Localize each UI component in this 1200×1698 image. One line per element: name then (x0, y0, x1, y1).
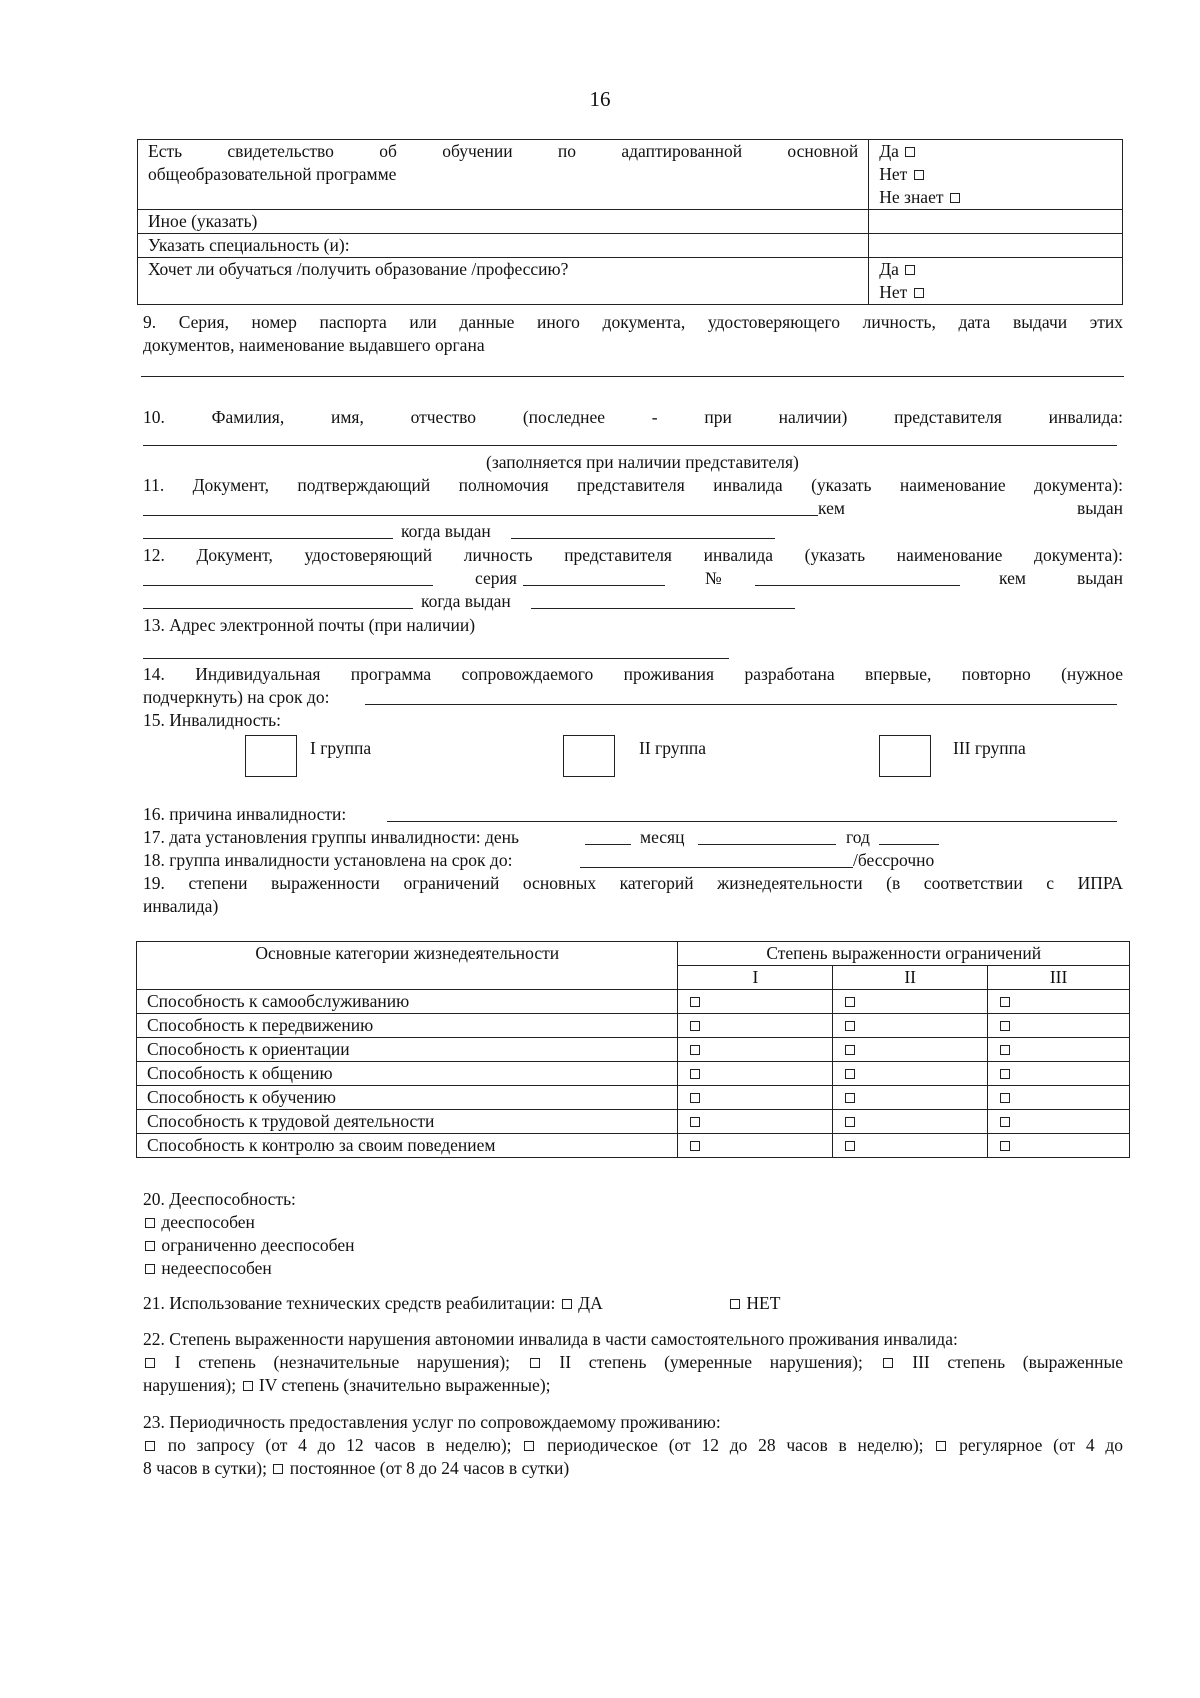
option-yes[interactable]: Да (879, 258, 1112, 281)
item17-month: месяц (640, 827, 685, 847)
item19-line1: 19. степени выраженности ограничений основных категорий жизнедеятельности (в соответствии с ИПРА (143, 873, 1123, 893)
table-row (137, 1038, 1130, 1062)
item10-fill-line[interactable] (143, 445, 1117, 446)
education-table (137, 139, 1123, 305)
checkbox[interactable] (1000, 1141, 1010, 1151)
education-certificate-label-cont: общеобразовательной программе (148, 164, 397, 184)
category-label: Способность к обучению (137, 1086, 678, 1110)
item11-issuer-fill-line[interactable] (143, 538, 393, 539)
option-unknown[interactable]: Не знает (879, 186, 1112, 209)
item9-line2: документов, наименование выдавшего органа (143, 335, 485, 355)
year-fill-line[interactable] (879, 844, 939, 845)
item22-line1: 22. Степень выраженности нарушения автономии инвалида в части самостоятельного проживания инвалида: (143, 1329, 958, 1349)
checkbox[interactable] (690, 1045, 700, 1055)
item14-line1: 14. Индивидуальная программа сопровождаемого проживания разработана впервые, повторно (нужное (143, 664, 1123, 684)
checkbox[interactable] (1000, 1093, 1010, 1103)
group-2-label: II группа (639, 738, 706, 758)
other-label: Иное (указать) (138, 210, 869, 234)
page-number: 16 (589, 87, 611, 111)
legal-capacity-option-3[interactable]: недееспособен (143, 1257, 272, 1280)
term-fill-line[interactable] (580, 867, 853, 868)
group-1-label: I группа (310, 738, 372, 758)
item9-fill-line[interactable] (141, 376, 1124, 377)
specialty-value-cell[interactable] (869, 234, 1123, 258)
item11-vydan: выдан (1076, 498, 1123, 518)
checkbox[interactable] (145, 1441, 155, 1451)
checkbox[interactable] (690, 1021, 700, 1031)
checkbox[interactable] (145, 1241, 155, 1251)
checkbox[interactable] (145, 1358, 155, 1368)
item23-line3: 8 часов в сутки); постоянное (от 8 до 24 часов в сутки) (143, 1458, 570, 1478)
checkbox[interactable] (914, 288, 924, 298)
item12-number-fill-line[interactable] (755, 585, 960, 586)
day-fill-line[interactable] (585, 844, 631, 845)
category-label: Способность к ориентации (137, 1038, 678, 1062)
checkbox[interactable] (730, 1299, 740, 1309)
item11-doc-fill-line[interactable] (143, 515, 818, 516)
item14-fill-line[interactable] (365, 704, 1117, 705)
table-row (137, 990, 1130, 1014)
table-row (137, 1086, 1130, 1110)
wants-education-label: Хочет ли обучаться /получить образование /профессию? (138, 258, 869, 305)
item21-no[interactable]: НЕТ (728, 1292, 780, 1315)
option-yes[interactable]: Да (879, 140, 1112, 163)
item13-fill-line[interactable] (143, 658, 729, 659)
checkbox[interactable] (1000, 1117, 1010, 1127)
checkbox[interactable] (845, 1045, 855, 1055)
item12-kem: кем (999, 568, 1026, 588)
item12-kogda: когда выдан (421, 591, 511, 611)
table-row (137, 1134, 1130, 1158)
checkbox[interactable] (145, 1264, 155, 1274)
item22-line3: нарушения); IV степень (значительно выраженные); (143, 1375, 551, 1395)
checkbox[interactable] (914, 170, 924, 180)
item11-date-fill-line[interactable] (511, 538, 775, 539)
item17-year: год (846, 827, 870, 847)
checkbox[interactable] (905, 265, 915, 275)
checkbox[interactable] (845, 1141, 855, 1151)
item17-label: 17. дата установления группы инвалидности: день (143, 827, 520, 847)
checkbox[interactable] (936, 1441, 946, 1451)
category-label: Способность к передвижению (137, 1014, 678, 1038)
item19-line2: инвалида) (143, 896, 219, 916)
category-label: Способность к трудовой деятельности (137, 1110, 678, 1134)
header-degree: Степень выраженности ограничений (678, 942, 1130, 966)
header-categories: Основные категории жизнедеятельности (137, 942, 678, 990)
item13-label: 13. Адрес электронной почты (при наличии) (143, 615, 476, 635)
checkbox[interactable] (524, 1441, 534, 1451)
checkbox[interactable] (243, 1381, 253, 1391)
item15-title: 15. Инвалидность: (143, 710, 282, 730)
checkbox[interactable] (145, 1218, 155, 1228)
legal-capacity-option-1[interactable]: дееспособен (143, 1211, 255, 1234)
checkbox[interactable] (690, 997, 700, 1007)
item14-line2: подчеркнуть) на срок до: (143, 687, 330, 707)
table-header-row (137, 942, 1130, 966)
item12-issuer-fill-line[interactable] (143, 608, 413, 609)
category-label: Способность к контролю за своим поведением (137, 1134, 678, 1158)
checkbox[interactable] (905, 147, 915, 157)
table-row (138, 234, 1123, 258)
item23-line1: 23. Периодичность предоставления услуг по сопровождаемому проживанию: (143, 1412, 721, 1432)
category-label: Способность к общению (137, 1062, 678, 1086)
table-row (138, 140, 1123, 210)
month-fill-line[interactable] (698, 844, 836, 845)
categories-table (136, 941, 1130, 1158)
item18-suffix: /бессрочно (853, 850, 935, 870)
table-row (138, 258, 1123, 305)
checkbox[interactable] (845, 1021, 855, 1031)
checkbox[interactable] (1000, 1069, 1010, 1079)
group-3-label: III группа (953, 738, 1026, 758)
table-row (137, 1110, 1130, 1134)
item16-fill-line[interactable] (387, 821, 1117, 822)
checkbox[interactable] (530, 1358, 540, 1368)
checkbox[interactable] (883, 1358, 893, 1368)
checkbox[interactable] (950, 193, 960, 203)
item11-kem: кем (818, 498, 845, 518)
checkbox[interactable] (845, 1117, 855, 1127)
checkbox[interactable] (690, 1093, 700, 1103)
item12-date-fill-line[interactable] (531, 608, 795, 609)
item21-label: 21. Использование технических средств реабилитации: (143, 1293, 556, 1313)
item22-line2: I степень (незначительные нарушения); II степень (умеренные нарушения); III степень (выраженные (143, 1351, 1123, 1374)
checkbox[interactable] (273, 1464, 283, 1474)
table-row (138, 210, 1123, 234)
checkbox[interactable] (845, 1069, 855, 1079)
header-degree-3: III (988, 966, 1130, 990)
checkbox[interactable] (1000, 1045, 1010, 1055)
group-2-checkbox[interactable] (563, 735, 615, 777)
checkbox[interactable] (690, 1141, 700, 1151)
item12-line1: 12. Документ, удостоверяющий личность представителя инвалида (указать наименование документа): (143, 545, 1123, 565)
header-degree-1: I (678, 966, 833, 990)
option-no[interactable]: Нет (879, 281, 1112, 304)
item23-line2: по запросу (от 4 до 12 часов в неделю); периодическое (от 12 до 28 часов в неделю); регулярное (от 4 до (143, 1434, 1123, 1457)
checkbox[interactable] (1000, 997, 1010, 1007)
education-certificate-label: Есть свидетельство об обучении по адаптированной основной (148, 141, 859, 161)
item10-line1: 10. Фамилия, имя, отчество (последнее - при наличии) представителя инвалида: (143, 407, 1123, 427)
checkbox[interactable] (1000, 1021, 1010, 1031)
item9-line1: 9. Серия, номер паспорта или данные иного документа, удостоверяющего личность, дата выдачи этих (143, 312, 1123, 332)
checkbox[interactable] (690, 1117, 700, 1127)
item12-nomer: № (705, 568, 722, 588)
item12-doc-fill-line[interactable] (143, 585, 433, 586)
table-row (137, 1062, 1130, 1086)
checkbox[interactable] (562, 1299, 572, 1309)
item20-title: 20. Дееспособность: (143, 1189, 296, 1209)
checkbox[interactable] (690, 1069, 700, 1079)
checkbox[interactable] (845, 997, 855, 1007)
category-label: Способность к самообслуживанию (137, 990, 678, 1014)
table-row (137, 1014, 1130, 1038)
item16-label: 16. причина инвалидности: (143, 804, 347, 824)
group-3-checkbox[interactable] (879, 735, 931, 777)
option-no[interactable]: Нет (879, 163, 1112, 186)
item10-note: (заполняется при наличии представителя) (486, 452, 799, 472)
item12-seriya: серия (475, 568, 517, 588)
header-degree-2: II (833, 966, 988, 990)
checkbox[interactable] (845, 1093, 855, 1103)
item12-series-fill-line[interactable] (523, 585, 665, 586)
item21-yes[interactable]: ДА (560, 1293, 603, 1313)
item11-kogda: когда выдан (401, 521, 491, 541)
item18-label: 18. группа инвалидности установлена на срок до: (143, 850, 513, 870)
group-1-checkbox[interactable] (245, 735, 297, 777)
other-value-cell[interactable] (869, 210, 1123, 234)
item11-line1: 11. Документ, подтверждающий полномочия представителя инвалида (указать наименование документа): (143, 475, 1123, 495)
item12-vydan: выдан (1076, 568, 1123, 588)
specialty-label: Указать специальность (и): (138, 234, 869, 258)
legal-capacity-option-2[interactable]: ограниченно дееспособен (143, 1234, 355, 1257)
